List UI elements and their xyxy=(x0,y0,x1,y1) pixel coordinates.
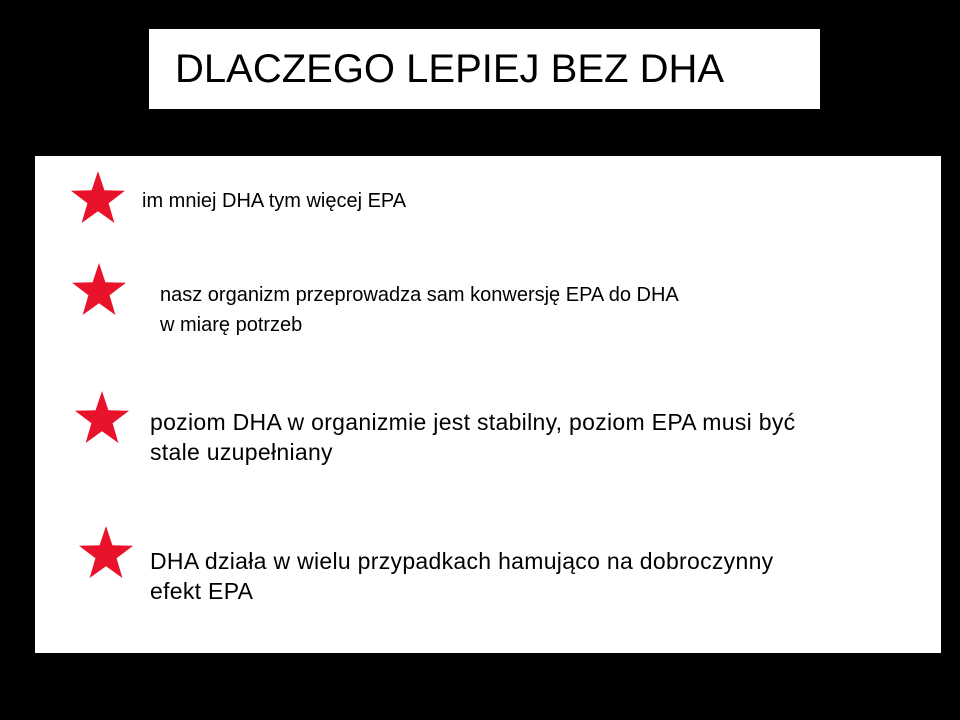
bullet-text xyxy=(150,407,795,467)
bullet-line: im mniej DHA tym więcej EPA xyxy=(142,190,407,212)
bullet-line: stale uzupełniany xyxy=(150,439,333,465)
red-star-icon xyxy=(79,526,133,578)
red-star-icon xyxy=(75,391,129,443)
red-star-icon xyxy=(72,263,126,315)
bullet-text xyxy=(142,189,406,213)
bullet-line: poziom DHA w organizmie jest stabilny, poziom EPA musi być xyxy=(150,409,796,435)
title-box xyxy=(149,29,820,109)
red-star-icon xyxy=(71,171,125,223)
bullet-text xyxy=(160,280,679,340)
slide-title: DLACZEGO LEPIEJ BEZ DHA xyxy=(175,47,725,91)
bullet-line: w miarę potrzeb xyxy=(160,314,303,336)
bullet-line: efekt EPA xyxy=(150,578,254,604)
bullet-line: DHA działa w wielu przypadkach hamująco na dobroczynny xyxy=(150,548,774,574)
content-box xyxy=(35,156,941,653)
bullet-line: nasz organizm przeprowadza sam konwersję EPA do DHA xyxy=(160,284,679,306)
bullet-text xyxy=(150,546,773,606)
